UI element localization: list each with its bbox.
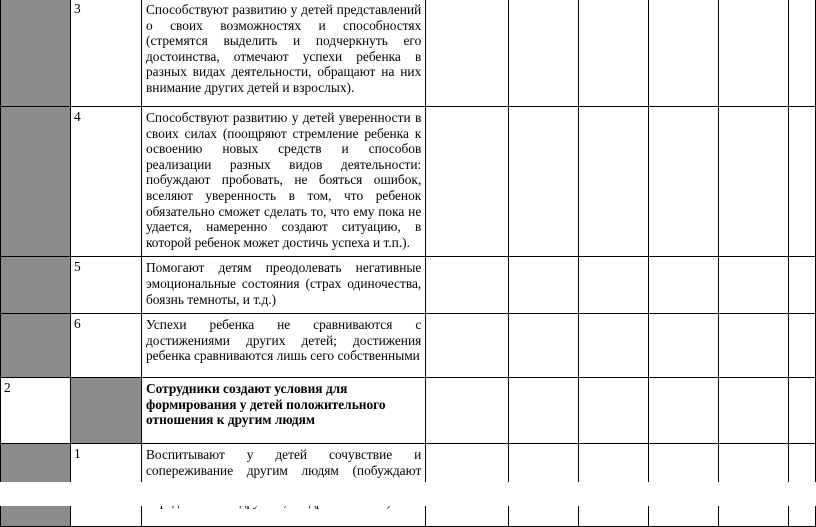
- score-cell[interactable]: [509, 107, 579, 257]
- score-cell[interactable]: [718, 257, 788, 314]
- section-cell: [1, 257, 71, 314]
- page-bottom-margin: [0, 482, 816, 506]
- score-cell[interactable]: [789, 257, 816, 314]
- score-cell[interactable]: [718, 314, 788, 378]
- score-cell[interactable]: [509, 257, 579, 314]
- section-title: Сотрудники создают условия для формирования у детей положительного отношения к другим людям: [141, 378, 425, 444]
- score-cell[interactable]: [789, 107, 816, 257]
- score-cell[interactable]: [578, 314, 648, 378]
- score-cell[interactable]: [509, 0, 579, 107]
- score-cell[interactable]: [789, 314, 816, 378]
- table-row: [1, 257, 816, 314]
- score-cell[interactable]: [578, 378, 648, 444]
- score-cell[interactable]: [426, 378, 509, 444]
- score-cell[interactable]: [426, 107, 509, 257]
- score-cell[interactable]: [426, 257, 509, 314]
- table-row: [1, 107, 816, 257]
- score-cell[interactable]: [649, 257, 719, 314]
- score-cell[interactable]: [789, 0, 816, 107]
- item-number: 5: [71, 257, 142, 314]
- score-cell[interactable]: [426, 314, 509, 378]
- score-cell[interactable]: [509, 314, 579, 378]
- section-cell: [1, 107, 71, 257]
- criterion-text: Способствуют развитию у детей представлений о своих возможностях и способностях (стремятся выделить и подчеркнуть его достоинства, отмечают успехи ребенка в разных видах деятельности, обращают на них внимание других детей и взрослых).: [141, 0, 425, 107]
- score-cell[interactable]: [578, 257, 648, 314]
- score-cell[interactable]: [718, 0, 788, 107]
- item-number: 1: [71, 444, 142, 527]
- score-cell[interactable]: [718, 107, 788, 257]
- item-number: 4: [71, 107, 142, 257]
- score-cell[interactable]: [426, 0, 509, 107]
- score-cell[interactable]: [649, 314, 719, 378]
- section-cell: [1, 314, 71, 378]
- score-cell[interactable]: [578, 107, 648, 257]
- table-row: [1, 0, 816, 107]
- section-cell: [1, 0, 71, 107]
- score-cell[interactable]: [509, 378, 579, 444]
- item-number: 3: [71, 0, 142, 107]
- table-row: [1, 314, 816, 378]
- criterion-text: Помогают детям преодолевать негативные эмоциональные состояния (страх одиночества, боязнь темноты, и т.д.): [141, 257, 425, 314]
- table-row-section-header: [1, 378, 816, 444]
- item-number: 6: [71, 314, 142, 378]
- criterion-text: Воспитывают у детей сочувствие и сопереживание другим людям (побуждают: [141, 444, 425, 527]
- criterion-text: Способствуют развитию у детей уверенности в своих силах (поощряют стремление ребенка к освоению новых средств и способов реализации разных видов деятельности: побуждают пробовать, не бояться ошибок, вселяют уверенность в том, что ребенок обязательно сможет сделать то, что ему пока не удается, намеренно создают ситуацию, в которой ребенок может достичь успеха и т.п.).: [141, 107, 425, 257]
- score-cell[interactable]: [789, 378, 816, 444]
- score-cell[interactable]: [718, 378, 788, 444]
- score-cell[interactable]: [649, 0, 719, 107]
- score-cell[interactable]: [649, 107, 719, 257]
- criterion-text: Успехи ребенка не сравниваются с достижениями других детей; достижения ребенка сравниваются лишь сего собственными: [141, 314, 425, 378]
- item-number: [71, 378, 142, 444]
- score-cell[interactable]: [578, 0, 648, 107]
- score-cell[interactable]: [649, 378, 719, 444]
- section-number: 2: [1, 378, 71, 444]
